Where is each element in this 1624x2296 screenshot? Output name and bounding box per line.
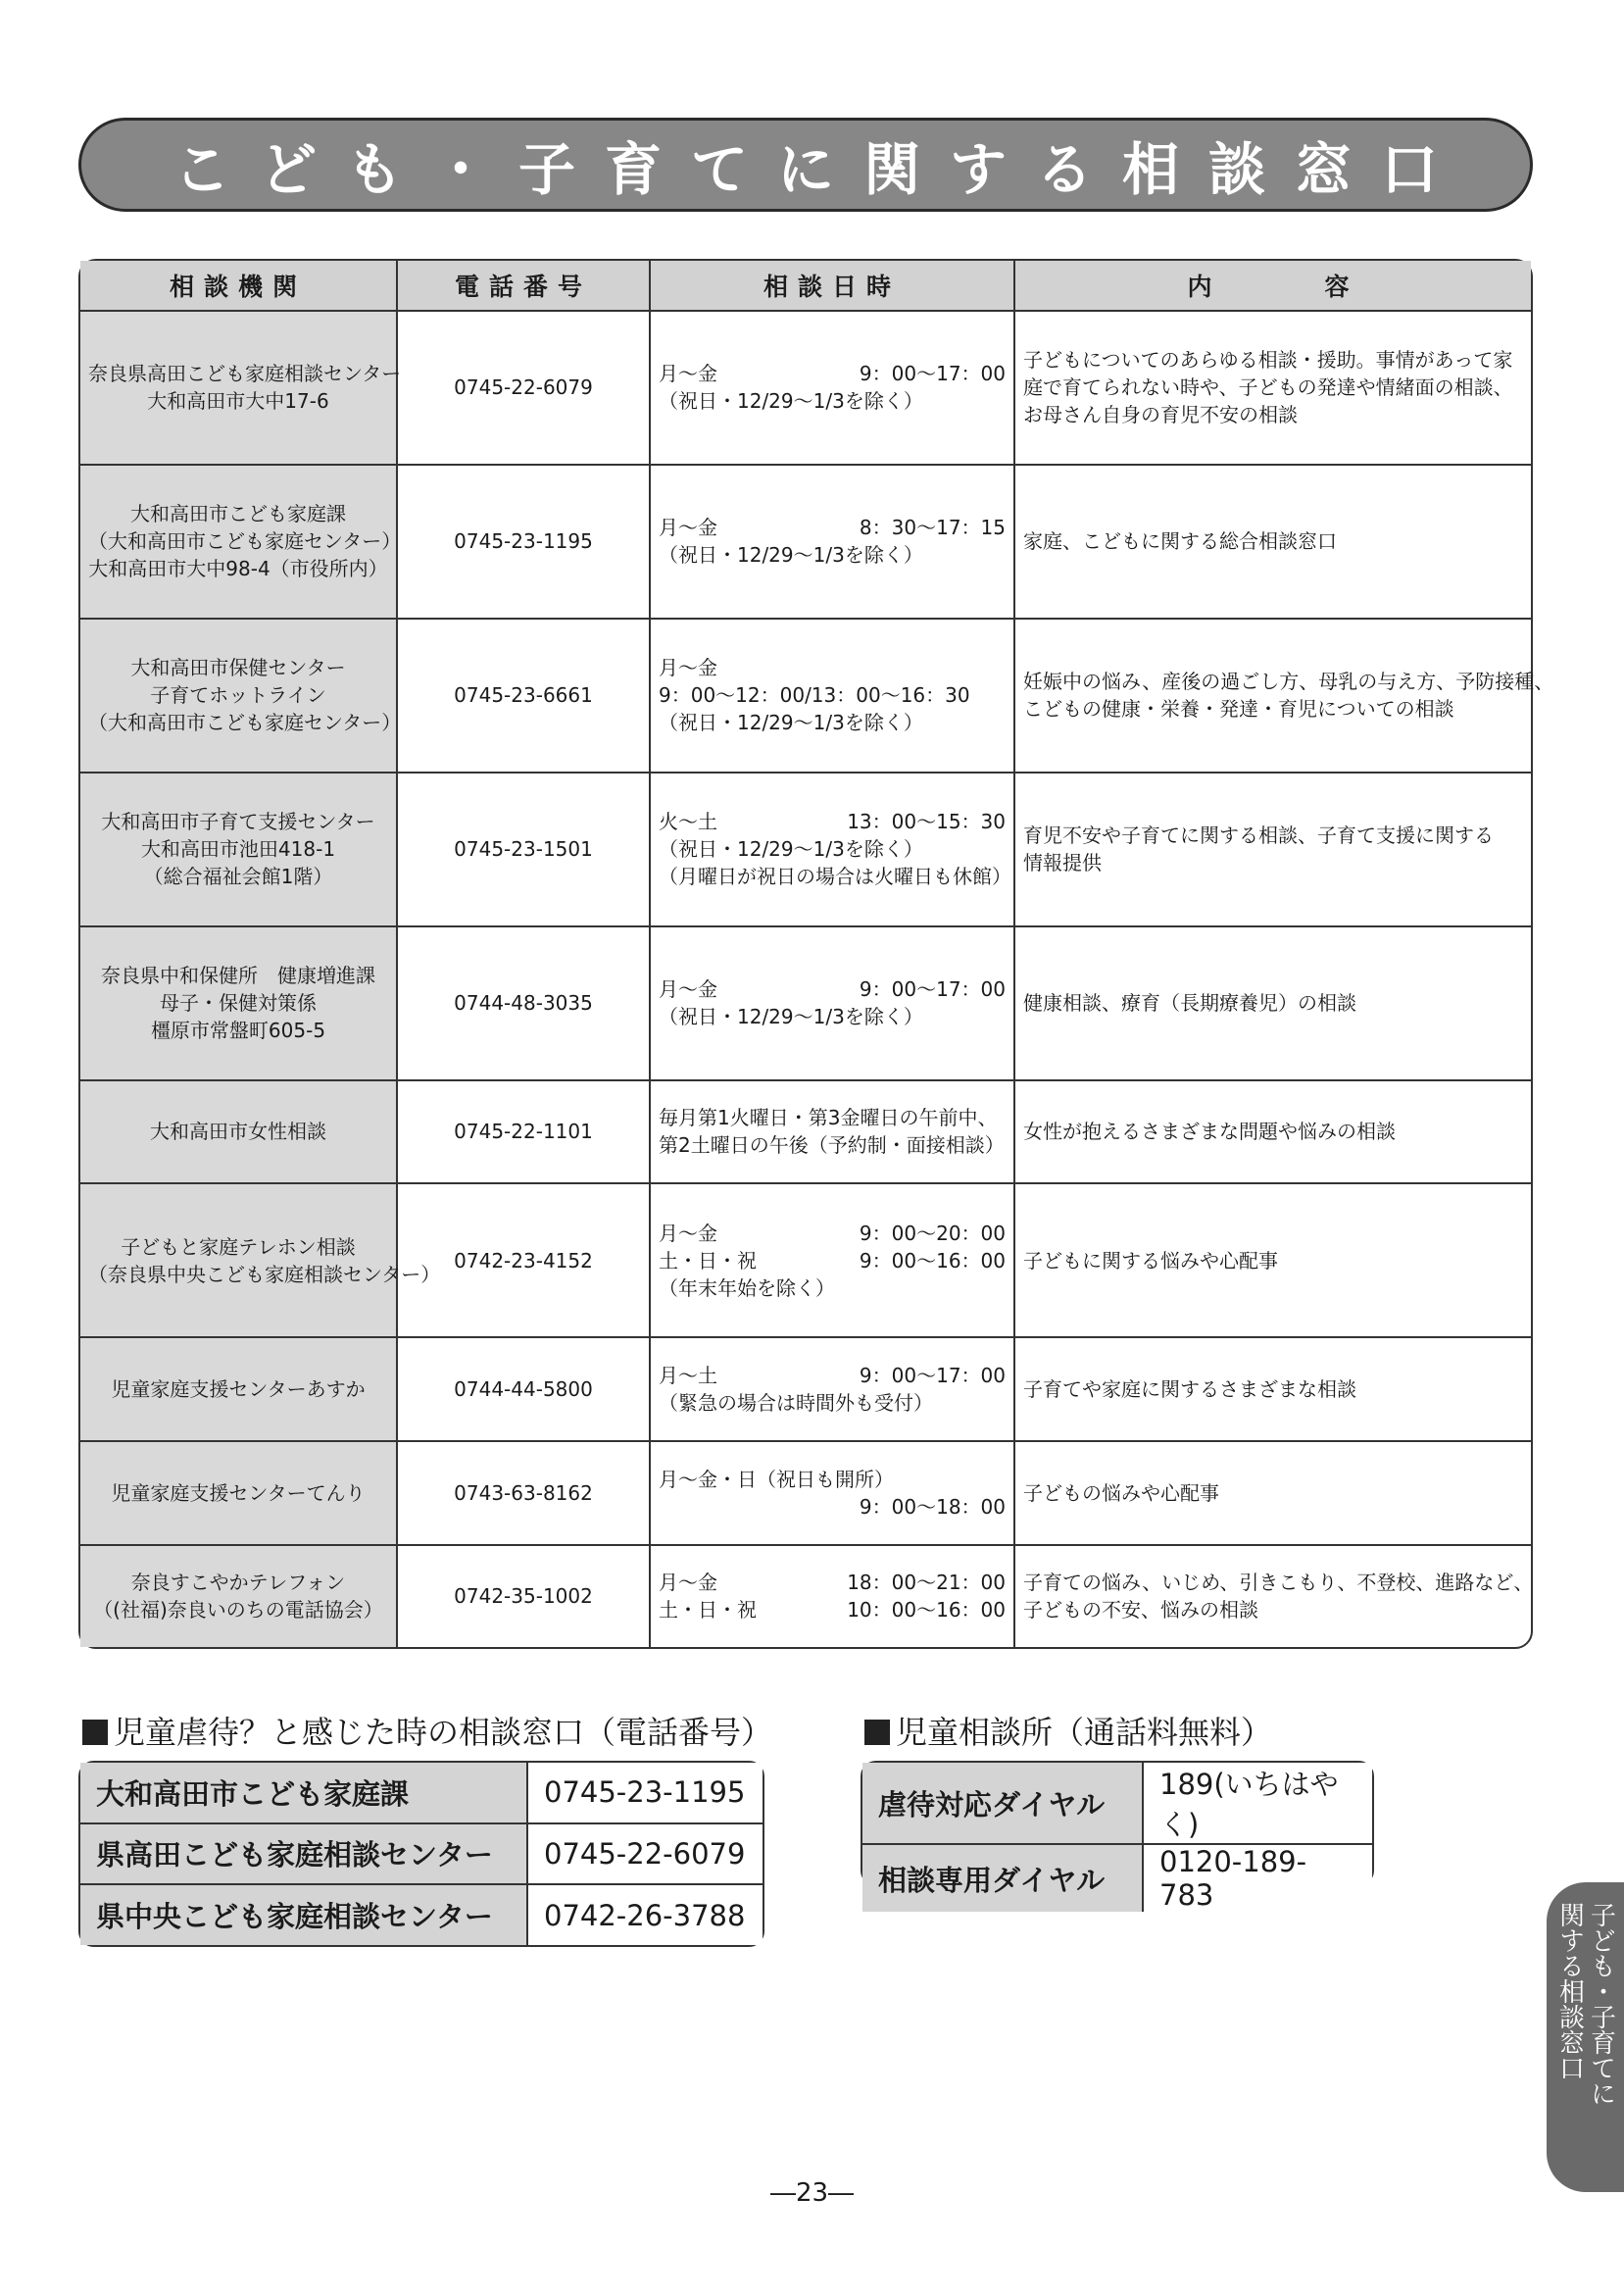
hours-time: 9：00～17：00 (859, 977, 1006, 1002)
hours-days: 9：00～12：00/13：00～16：30 (659, 683, 970, 708)
organization-line: 母子・保健対策係 (160, 991, 317, 1016)
content-cell (1014, 926, 1531, 1080)
content-line: 子どもの不安、悩みの相談 (1023, 1598, 1258, 1622)
content-line: 家庭、こどもに関する総合相談窓口 (1023, 529, 1337, 554)
table-row (80, 1441, 1531, 1545)
contact-name: 県中央こども家庭相談センター (80, 1884, 527, 1945)
organization-cell (80, 619, 402, 773)
contact-tel: 0745-23-1195 (527, 1763, 763, 1823)
hours-cell (650, 1441, 1014, 1545)
abuse-contact-table (78, 1761, 764, 1947)
organization-cell (80, 773, 397, 926)
content-line: 子どもに関する悩みや心配事 (1023, 1248, 1278, 1273)
hours-days: 月～金 (659, 362, 717, 386)
table-row (80, 1080, 1531, 1184)
table-row (80, 465, 1531, 619)
phone-cell: 0744-44-5800 (397, 1337, 650, 1441)
content-line: 健康相談、療育（長期療養児）の相談 (1023, 991, 1356, 1016)
hours-time: 9：00～18：00 (859, 1495, 1006, 1519)
organization-line: 児童家庭支援センターてんり (111, 1481, 366, 1505)
table-row (80, 1763, 763, 1823)
content-line: 育児不安や子育てに関する相談、子育て支援に関する (1023, 824, 1494, 848)
phone-cell: 0743-63-8162 (397, 1441, 650, 1545)
hours-line (659, 1389, 1006, 1417)
content-cell (1014, 1337, 1531, 1441)
contact-name: 県高田こども家庭相談センター (80, 1823, 527, 1885)
organization-line: 大和高田市こども家庭課 (130, 502, 346, 526)
content-cell (1014, 1441, 1531, 1545)
content-cell (1014, 1545, 1534, 1647)
content-line: 子どもについてのあらゆる相談・援助。事情があって家 (1023, 348, 1513, 373)
table-row (862, 1763, 1372, 1844)
guidance-section-heading: 児童相談所（通話料無料） (864, 1708, 1272, 1753)
content-cell (1014, 619, 1554, 773)
content-line: 子育ての悩み、いじめ、引きこもり、不登校、進路など、 (1023, 1571, 1534, 1595)
hours-days: （年末年始を除く） (659, 1275, 835, 1300)
hours-days: 月～金 (659, 1571, 717, 1595)
hours-cell (650, 465, 1014, 619)
organization-cell (80, 311, 402, 465)
organization-line: 子育てホットライン (150, 683, 326, 708)
hours-cell (650, 1183, 1014, 1337)
content-line: 庭で育てられない時や、子どもの発達や情緒面の相談、 (1023, 375, 1513, 400)
hours-days: （祝日・12/29～1/3を除く） (659, 711, 923, 735)
phone-cell: 0745-23-6661 (397, 619, 650, 773)
hours-time: 9：00～17：00 (859, 362, 1006, 386)
organization-line: 大和高田市大中98-4（市役所内） (88, 557, 388, 581)
hours-cell (650, 773, 1014, 926)
organization-cell (80, 1080, 397, 1184)
contact-name: 大和高田市こども家庭課 (80, 1763, 527, 1823)
hours-days: （緊急の場合は時間外も受付） (659, 1391, 933, 1416)
abuse-section-heading: 児童虐待？と感じた時の相談窓口（電話番号） (82, 1708, 772, 1753)
hours-time: 9：00～20：00 (859, 1221, 1006, 1245)
organization-line: 橿原市常盤町605-5 (150, 1019, 326, 1043)
square-bullet-icon (864, 1720, 890, 1745)
hours-days: 土・日・祝 (659, 1598, 757, 1622)
hours-line (659, 514, 1006, 541)
content-line: 子どもの悩みや心配事 (1023, 1481, 1219, 1505)
contact-tel: 0120-189-783 (1143, 1844, 1372, 1912)
content-cell (1014, 1080, 1531, 1184)
hours-line (659, 1493, 1006, 1521)
table-row (80, 1823, 763, 1885)
hours-line (659, 808, 1006, 835)
hours-days: 土・日・祝 (659, 1248, 757, 1273)
hours-days: （祝日・12/29～1/3を除く） (659, 389, 923, 414)
organization-line: （大和高田市こども家庭センター） (88, 529, 402, 554)
phone-cell: 0745-23-1501 (397, 773, 650, 926)
phone-cell: 0742-35-1002 (397, 1545, 650, 1647)
organization-line: 大和高田市池田418-1 (140, 837, 336, 862)
organization-line: 大和高田市女性相談 (150, 1120, 326, 1144)
organization-line: 大和高田市子育て支援センター (101, 810, 375, 834)
hours-cell (650, 1545, 1014, 1647)
consultation-table (78, 259, 1554, 1649)
hours-days: 月～土 (659, 1364, 717, 1388)
hours-days: 火～土 (659, 810, 717, 834)
organization-cell (80, 1337, 397, 1441)
hours-line (659, 387, 1006, 415)
header-organization: 相談機関 (80, 261, 397, 311)
header-hours: 相談日時 (650, 261, 1014, 311)
page-number: ―23― (769, 2178, 855, 2208)
organization-line: （総合福祉会館1階） (143, 865, 333, 889)
hours-days: （月曜日が祝日の場合は火曜日も休館） (659, 865, 1011, 889)
table-row (80, 1884, 763, 1945)
table-row (80, 1337, 1531, 1441)
phone-cell: 0744-48-3035 (397, 926, 650, 1080)
hours-days: 第2土曜日の午後（予約制・面接相談） (659, 1133, 1005, 1158)
square-bullet-icon (82, 1720, 108, 1745)
content-line: お母さん自身の育児不安の相談 (1023, 403, 1298, 427)
hours-cell (650, 926, 1014, 1080)
hours-line (659, 360, 1006, 387)
hours-line (659, 835, 1006, 863)
organization-line: 奈良県高田こども家庭相談センター (88, 362, 402, 386)
organization-cell (80, 926, 397, 1080)
phone-cell: 0742-23-4152 (397, 1183, 650, 1337)
hours-cell (650, 619, 1014, 773)
content-cell (1014, 1183, 1531, 1337)
page-title-banner (78, 118, 1533, 212)
content-cell (1014, 773, 1531, 926)
hours-line (659, 863, 1011, 890)
hours-line (659, 1569, 1006, 1596)
content-line: こどもの健康・栄養・発達・育児についての相談 (1023, 697, 1454, 722)
organization-cell (80, 465, 402, 619)
table-row (80, 1545, 1531, 1647)
hours-line (659, 1466, 1006, 1493)
table-row (80, 1183, 1531, 1337)
hours-days: 月～金 (659, 516, 717, 540)
organization-line: （奈良県中央こども家庭相談センター） (88, 1262, 441, 1286)
organization-cell (80, 1545, 397, 1647)
organization-line: 大和高田市保健センター (130, 656, 346, 680)
hours-time: 10：00～16：00 (847, 1598, 1006, 1622)
contact-name: 相談専用ダイヤル (862, 1844, 1143, 1912)
contact-tel: 189(いちはやく) (1143, 1763, 1372, 1844)
hours-line (659, 1596, 1006, 1623)
table-row (80, 926, 1531, 1080)
content-line: 妊娠中の悩み、産後の過ごし方、母乳の与え方、予防接種、 (1023, 670, 1554, 694)
hours-days: 月～金・日（祝日も開所） (659, 1468, 894, 1491)
header-content: 内 容 (1014, 261, 1531, 311)
hours-days: 月～金 (659, 977, 717, 1002)
hours-line (659, 1003, 1006, 1030)
hours-days: 毎月第1火曜日・第3金曜日の午前中、 (659, 1106, 998, 1130)
contact-tel: 0742-26-3788 (527, 1884, 763, 1945)
hours-line (659, 1362, 1006, 1389)
hours-time: 9：00～17：00 (859, 1364, 1006, 1388)
hours-days: （祝日・12/29～1/3を除く） (659, 543, 923, 568)
organization-line: 奈良すこやかテレフォン (130, 1571, 346, 1595)
content-line: 情報提供 (1023, 851, 1102, 875)
organization-cell (80, 1183, 441, 1337)
organization-line: 大和高田市大中17-6 (147, 389, 329, 414)
contact-name: 虐待対応ダイヤル (862, 1763, 1143, 1844)
side-tab-label: 子ども・子育てに 関する相談窓口 (1554, 1902, 1616, 2106)
table-header-row (80, 261, 1531, 311)
side-index-tab (1547, 1882, 1624, 2192)
hours-line (659, 1274, 1006, 1302)
phone-cell: 0745-22-1101 (397, 1080, 650, 1184)
organization-line: 奈良県中和保健所 健康増進課 (101, 964, 375, 988)
table-row (80, 311, 1531, 465)
hours-cell (650, 311, 1014, 465)
organization-line: 児童家庭支援センターあすか (111, 1377, 366, 1402)
page-title: こども・子育てに関する相談窓口 (172, 136, 1467, 203)
table-row (80, 773, 1531, 926)
hours-line (659, 1104, 1006, 1131)
content-line: 女性が抱えるさまざまな問題や悩みの相談 (1023, 1120, 1396, 1144)
hours-line (659, 709, 1006, 736)
hours-days: （祝日・12/29～1/3を除く） (659, 1005, 923, 1029)
content-line: 子育てや家庭に関するさまざまな相談 (1023, 1377, 1356, 1402)
hours-line (659, 1131, 1006, 1159)
hours-line (659, 1247, 1006, 1274)
hours-line (659, 1220, 1006, 1247)
hours-line (659, 681, 1006, 709)
hours-cell (650, 1080, 1014, 1184)
organization-line: 子どもと家庭テレホン相談 (121, 1234, 356, 1259)
hours-line (659, 541, 1006, 569)
hours-line (659, 975, 1006, 1003)
guidance-contact-table (861, 1761, 1374, 1912)
contact-tel: 0745-22-6079 (527, 1823, 763, 1885)
organization-line: （(社福)奈良いのちの電話協会） (93, 1598, 383, 1622)
hours-time: 9：00～16：00 (859, 1248, 1006, 1273)
hours-days: （祝日・12/29～1/3を除く） (659, 837, 923, 862)
content-cell (1014, 311, 1531, 465)
organization-cell (80, 1441, 397, 1545)
hours-cell (650, 1337, 1014, 1441)
hours-days: 月～金 (659, 1221, 717, 1245)
table-row (862, 1844, 1372, 1912)
hours-line (659, 654, 1006, 681)
organization-line: （大和高田市こども家庭センター） (88, 711, 402, 735)
content-cell (1014, 465, 1531, 619)
hours-time: 13：00～15：30 (847, 810, 1006, 834)
phone-cell: 0745-22-6079 (397, 311, 650, 465)
hours-time: 8：30～17：15 (859, 516, 1006, 540)
table-row (80, 619, 1531, 773)
hours-time: 18：00～21：00 (847, 1571, 1006, 1595)
hours-days: 月～金 (659, 656, 717, 680)
phone-cell: 0745-23-1195 (397, 465, 650, 619)
header-phone: 電話番号 (397, 261, 650, 311)
